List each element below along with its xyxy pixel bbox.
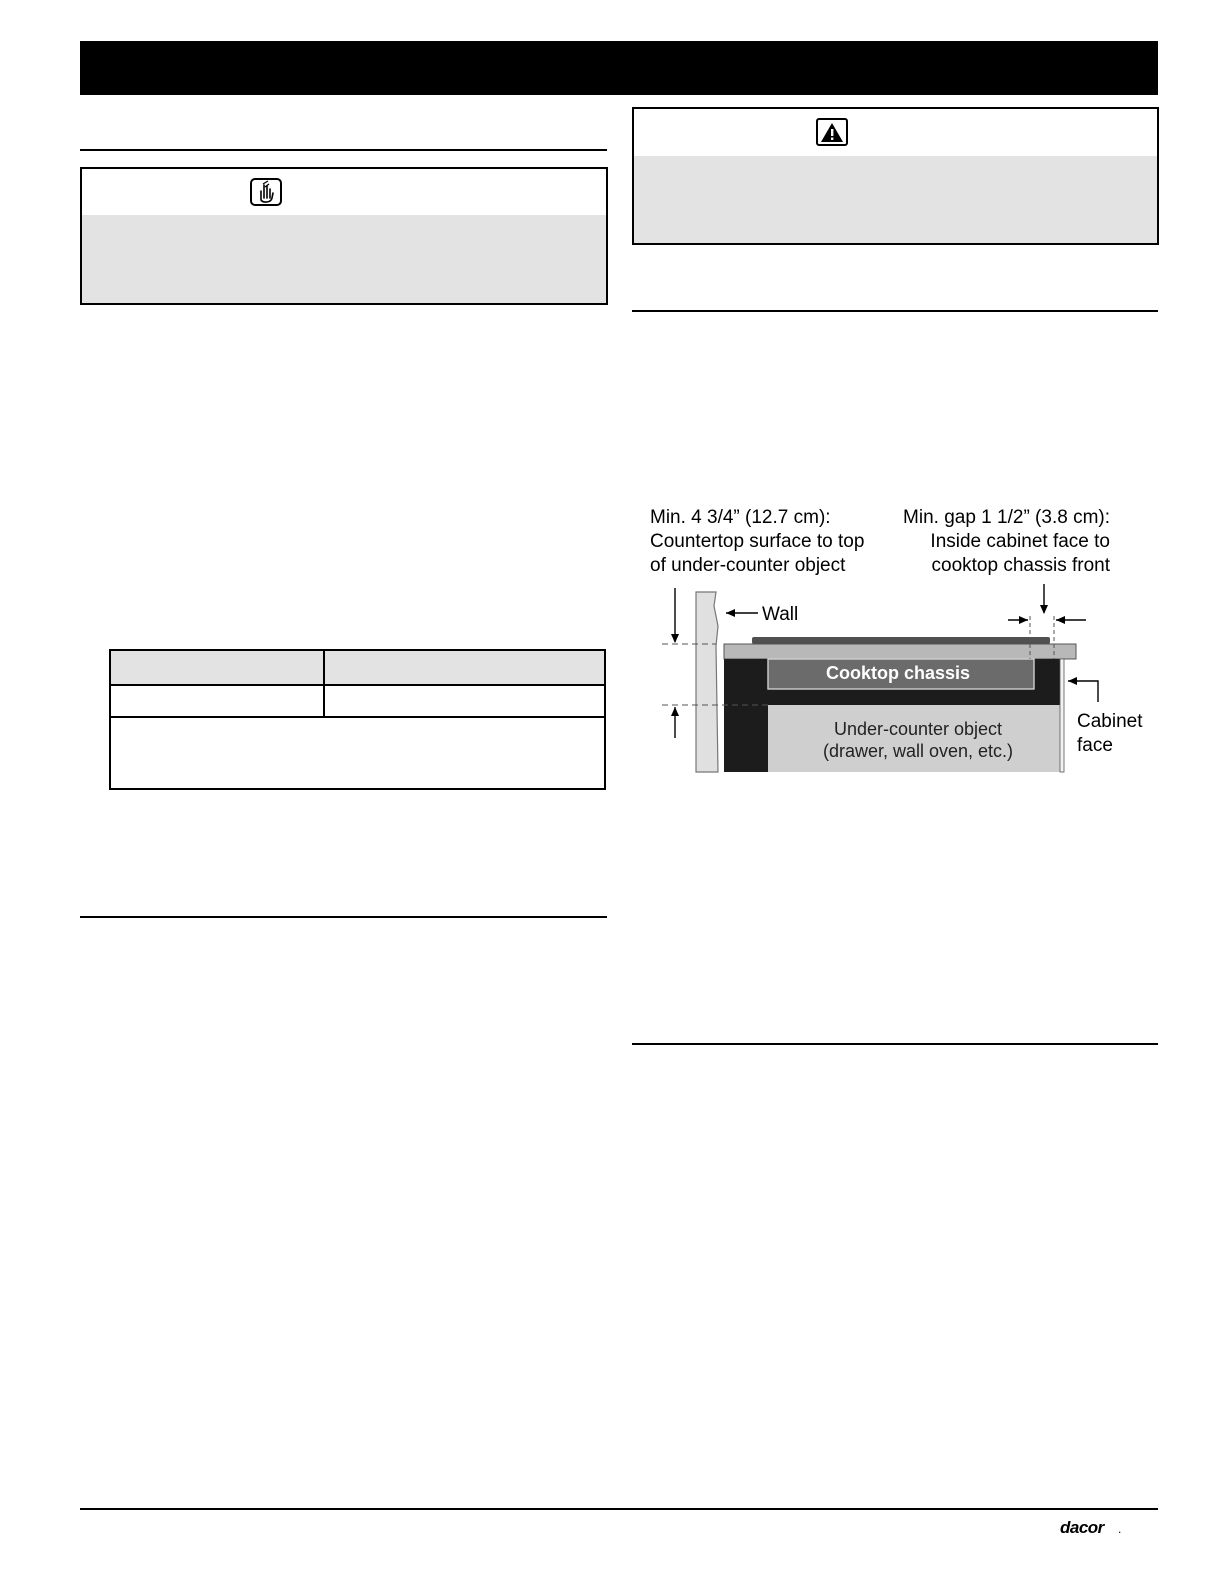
note-callout	[80, 167, 608, 305]
spec-table	[109, 649, 606, 790]
note-callout-body	[82, 215, 606, 303]
under-counter-label-line1: Under-counter object	[833, 719, 1003, 739]
brand-mark: .	[1118, 1522, 1122, 1536]
section-rule	[80, 149, 607, 151]
section-rule	[632, 1043, 1158, 1045]
cooktop-top	[752, 637, 1050, 644]
brand-wordmark: dacor	[1060, 1518, 1104, 1537]
wall-label: Wall	[762, 604, 799, 625]
page-header-bar	[80, 41, 1158, 95]
cabinet-face-label-line1: Cabinet	[1077, 711, 1143, 732]
section-rule	[80, 916, 607, 918]
cabinet-face	[1060, 659, 1064, 772]
cabinet-face-label-line2: face	[1077, 735, 1113, 756]
table-header-row	[111, 651, 604, 686]
countertop	[724, 644, 1076, 659]
under-counter-label-line2: (drawer, wall oven, etc.)	[822, 741, 1014, 761]
warning-callout	[632, 107, 1159, 245]
warning-callout-body	[634, 156, 1157, 243]
min-gap-label-line3: cooktop chassis front	[931, 555, 1110, 576]
table-row	[111, 686, 604, 718]
min-height-label-line1: Min. 4 3/4” (12.7 cm):	[650, 507, 831, 528]
warning-triangle-icon	[816, 118, 848, 146]
cooktop-chassis-label: Cooktop chassis	[825, 663, 971, 683]
note-callout-caption	[82, 169, 606, 216]
min-gap-label-line1: Min. gap 1 1/2” (3.8 cm):	[903, 507, 1110, 528]
min-gap-label-line2: Inside cabinet face to	[930, 531, 1110, 552]
clearance-diagram	[636, 496, 1156, 786]
min-height-label-line3: of under-counter object	[650, 555, 846, 576]
table-column-divider	[323, 651, 325, 718]
footer-rule	[80, 1508, 1158, 1510]
note-hand-icon	[250, 178, 282, 206]
section-rule	[632, 310, 1158, 312]
warning-callout-caption	[634, 109, 1157, 157]
min-height-label-line2: Countertop surface to top	[650, 531, 865, 552]
dacor-logo	[1058, 1517, 1128, 1539]
wall-shape	[696, 592, 718, 772]
